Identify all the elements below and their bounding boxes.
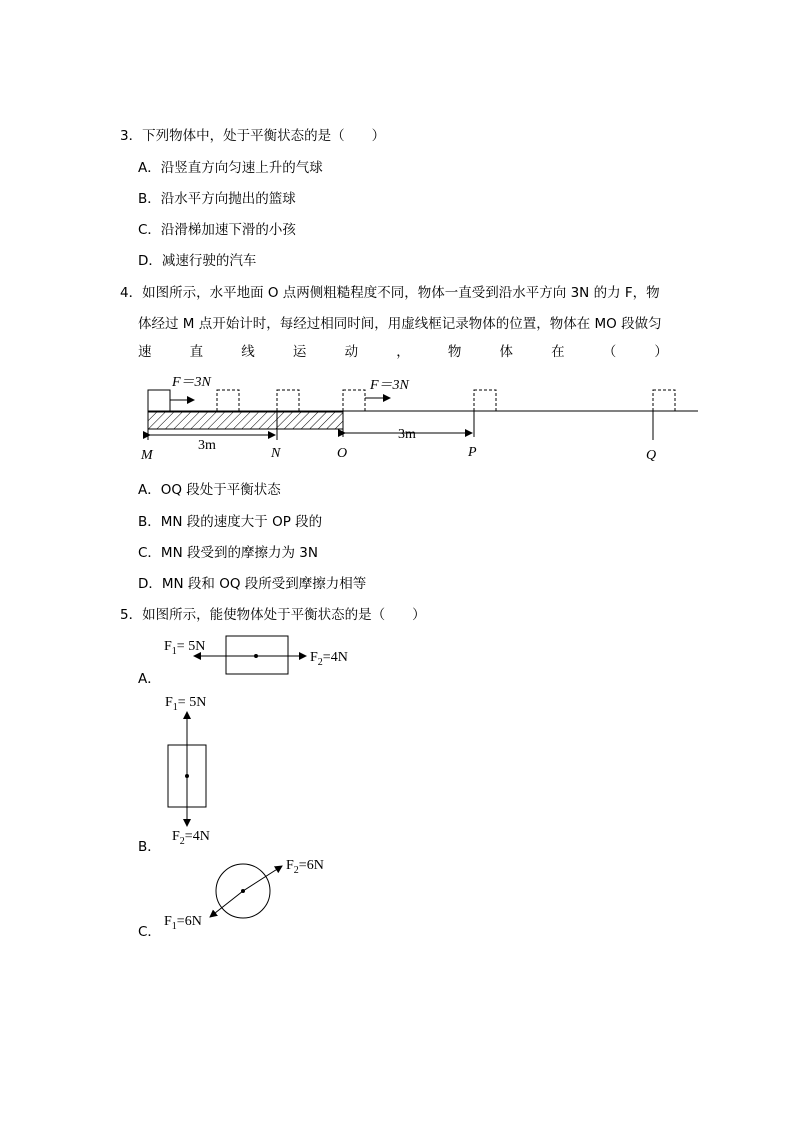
q4-char: （: [602, 344, 617, 360]
q5-option-a-letter: A．: [138, 671, 161, 687]
dashed-position-box: [343, 390, 365, 411]
f2-label: $F_2=6N$: [286, 858, 324, 876]
q3-option-b: B．沿水平方向抛出的篮球: [138, 191, 296, 207]
q5-figure-b: [0, 690, 794, 850]
point-label-p: P: [468, 445, 477, 460]
q5-option-b-letter: B．: [138, 839, 161, 855]
q4-char: 动: [344, 344, 359, 360]
f2-label: $F_2=4N$: [172, 829, 210, 847]
q5-option-c-letter: C．: [138, 924, 161, 940]
q4-stem-line3: [138, 340, 668, 360]
point-label-n: N: [271, 446, 281, 461]
q4-char: 线: [241, 344, 255, 360]
dashed-position-box: [277, 390, 299, 411]
q4-option-c: C．MN 段受到的摩擦力为 3N: [138, 545, 318, 561]
block: [148, 390, 170, 411]
dimension-label-1: 3m: [198, 438, 216, 453]
q5-figure-c: [0, 850, 794, 940]
point-label-q: Q: [646, 448, 657, 463]
force-label-1: F＝3N: [172, 375, 211, 390]
dashed-position-box: [474, 390, 496, 411]
q3-option-a: A．沿竖直方向匀速上升的气球: [138, 160, 323, 176]
q4-char: ）: [654, 344, 668, 360]
q4-char: 直: [189, 344, 204, 360]
q4-char: ，: [396, 344, 410, 360]
q4-option-b: B．MN 段的速度大于 OP 段的: [138, 514, 323, 530]
q5-stem: 5．如图所示，能使物体处于平衡状态的是（ ）: [120, 607, 426, 623]
q4-char: 速: [138, 344, 152, 360]
point-label-m: M: [141, 448, 153, 463]
rough-surface: [148, 412, 343, 429]
f2-label: $F_2=4N$: [310, 650, 348, 668]
f1-label: $F_1=6N$: [164, 914, 202, 932]
q3-option-c: C．沿滑梯加速下滑的小孩: [138, 222, 296, 238]
q4-char: 物: [447, 344, 462, 360]
q4-stem-line2: 体经过 M 点开始计时，每经过相同时间，用虚线框记录物体的位置，物体在 MO 段做匀: [138, 316, 662, 332]
q4-option-a: A．OQ 段处于平衡状态: [138, 482, 281, 498]
dashed-position-box: [217, 390, 239, 411]
q4-char: 在: [551, 344, 565, 360]
q5-figure-a: [0, 625, 794, 685]
q3-option-d: D．减速行驶的汽车: [138, 253, 257, 269]
force-label-2: F＝3N: [370, 378, 409, 393]
dimension-label-2: 3m: [398, 427, 416, 442]
q4-option-d: D．MN 段和 OQ 段所受到摩擦力相等: [138, 576, 367, 592]
q4-char: 运: [292, 344, 307, 360]
q4-motion-figure: [0, 365, 794, 475]
point-label-o: O: [337, 446, 348, 461]
q4-stem-line1: 4．如图所示，水平地面 O 点两侧粗糙程度不同，物体一直受到沿水平方向 3N 的力 F，物: [120, 285, 660, 301]
q4-char: 体: [499, 344, 513, 360]
q3-stem: 3．下列物体中，处于平衡状态的是（ ）: [120, 128, 386, 144]
dashed-position-box: [653, 390, 675, 411]
f1-label: $F_1= 5N$: [164, 639, 206, 657]
f1-label: $F_1= 5N$: [165, 695, 207, 713]
